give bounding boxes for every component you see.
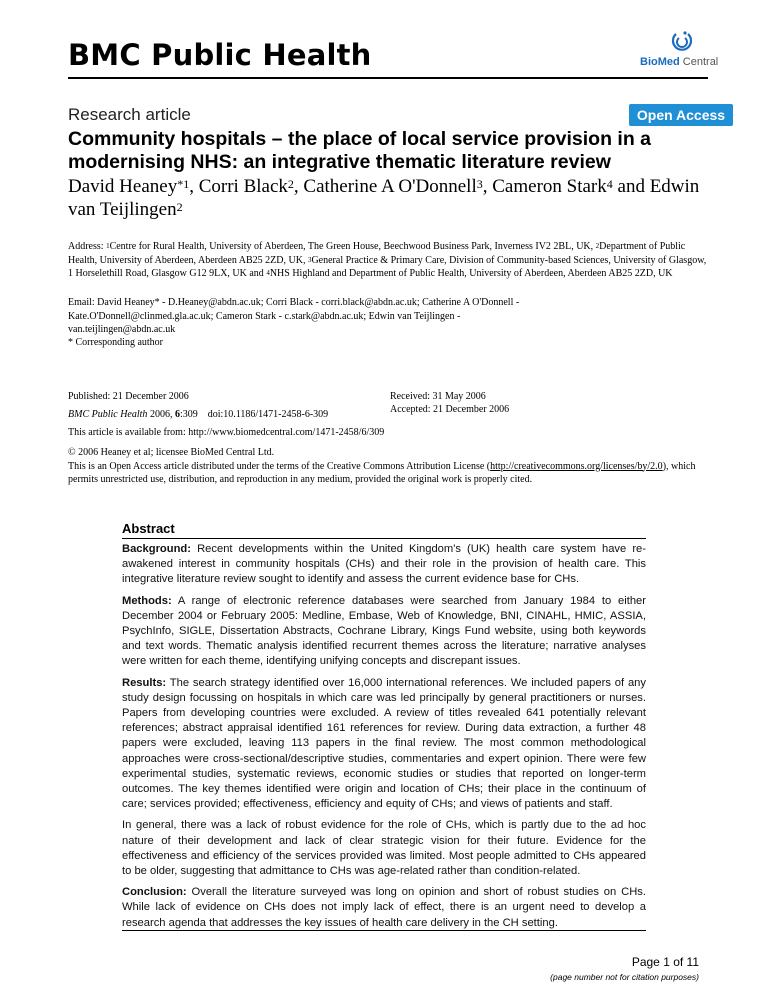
accepted-date: Accepted: 21 December 2006: [390, 404, 510, 415]
author-affiliation-mark: *1: [177, 177, 190, 191]
biomed-logo-icon: [670, 30, 694, 54]
abstract-general: In general, there was a lack of robust evidence for the role of CHs, which is partly due to the ad hoc nature of their development and lack of clear strategic vision for their future. Evidence for the effectiveness and efficiency of the services provided was limited. Most people admitted to CHs appeared to be older, suggesting that admittance to CHs was age-related rather than condition-related.: [122, 819, 646, 878]
journal-title: BMC Public Health: [68, 38, 372, 72]
abstract-results: Results: The search strategy identified over 16,000 international references. We included papers of any study design focussing on hospitals in which care was led principally by general practitioners or nurses. Papers from developing countries were excluded. A review of titles revealed 641 potentially relevant references; abstract appraisal identified 161 references for review. During data extraction, a further 48 papers were excluded, leaving 113 papers in the final review. The most common methodological approaches were cross-sectional/descriptive studies, commentaries and expert opinion. There were few experimental studies, systematic reviews, economic studies or studies that reported on longer-term outcomes. The key themes identified were origin and location of CHs; their place in the continuum of care; services provided; effectiveness, efficiency and equity of CHs; and views of patients and staff.: [122, 676, 646, 811]
author-affiliation-mark: 2: [176, 200, 183, 214]
license-link[interactable]: http://creativecommons.org/licenses/by/2.0: [490, 460, 663, 472]
author-affiliation-mark: 4: [606, 177, 613, 191]
author-name: Corri Black: [198, 176, 288, 197]
abstract-heading: Abstract: [122, 521, 175, 536]
doi: doi:10.1186/1471-2458-6-309: [207, 409, 329, 420]
open-access-badge[interactable]: Open Access: [629, 104, 733, 126]
abstract-methods: Methods: A range of electronic reference databases were searched from January 1984 to either December 2004 or February 2005: Medline, Embase, Web of Knowledge, BNI, CINAHL, HMIC, ASSIA, PsychInfo, SIGLE, Dissertation Abstracts, Cochrane Library, Kings Fund website, using both keywords and text words. Thematic analysis identified recurrent themes across the literature; narrative analyses were written for each theme, identifying unifying concepts and discrepant issues.: [122, 594, 646, 668]
page-number: Page 1 of 11: [631, 955, 699, 969]
abstract-background: Background: Recent developments within the United Kingdom's (UK) health care system have re-awakened interest in community hospitals (CHs) and their role in the provision of health care. This integrative literature review sought to identify and assess the current evidence base for CHs.: [122, 543, 646, 586]
abstract-body: [122, 542, 646, 937]
published-date: Published: 21 December 2006: [68, 391, 189, 402]
citation-line: BMC Public Health 2006, 6:309 doi:10.1186/1471-2458-6-309: [68, 409, 329, 420]
received-date: Received: 31 May 2006: [390, 391, 486, 402]
article-title: Community hospitals – the place of local service provision in a modernising NHS: an integrative thematic literature review: [68, 128, 651, 173]
page-number-note: (page number not for citation purposes): [550, 972, 699, 982]
biomed-wordmark: BioMed Central: [640, 56, 719, 68]
header-rule: [68, 77, 708, 79]
author-name: Edwin van Teijlingen: [68, 176, 700, 220]
article-type: Research article: [68, 105, 191, 124]
author-name: David Heaney: [68, 176, 178, 197]
article-url[interactable]: This article is available from: http://www.biomedcentral.com/1471-2458/6/309: [68, 427, 385, 438]
abstract-top-rule: [122, 538, 646, 539]
author-affiliation-mark: 3: [476, 177, 483, 191]
author-name: Cameron Stark: [492, 176, 607, 197]
author-name: Catherine A O'Donnell: [303, 176, 477, 197]
abstract-conclusion: Conclusion: Overall the literature surveyed was long on opinion and short of robust studies on CHs. While lack of evidence on CHs does not imply lack of effect, there is an urgent need to develop a research agenda that addresses the key issues of health care delivery in the CH setting.: [122, 886, 646, 929]
corresponding-author-note: * Corresponding author: [68, 337, 163, 348]
author-list: David Heaney$^{*1}$, Corri Black$^2$, Catherine A O'Donnell$^3$, Cameron Stark$^4$ and Edwin van Teijlingen$^2$: [68, 176, 700, 220]
author-affiliation-mark: 2: [287, 177, 294, 191]
author-addresses: Address: $^1$Centre for Rural Health, University of Aberdeen, The Green House, Beechwood Business Park, Inverness IV2 2BL, UK, $^2$Department of Public Health, University of Aberdeen, Aberdeen AB25 2ZD, UK, $^3$General Practice & Primary Care, Division of Community-based Sciences, University of Glasgow, 1 Horselethill Road, Glasgow G12 9LX, UK and $^4$NHS Highland and Department of Public Health, University of Aberdeen, Aberdeen AB25 2ZD, UK: [68, 241, 707, 279]
copyright-notice: © 2006 Heaney et al; licensee BioMed Central Ltd. This is an Open Access article distributed under the terms of the Creative Commons Attribution License (http://creativecommons.org/licenses/by/2.0), which permits unrestricted use, distribution, and reproduction in any medium, provided the original work is properly cited.: [68, 447, 696, 485]
author-emails[interactable]: Email: David Heaney* - D.Heaney@abdn.ac.uk; Corri Black - corri.black@abdn.ac.uk; Catherine A O'Donnell - Kate.O'Donnell@clinmed.gla.ac.uk; Cameron Stark - c.stark@abdn.ac.uk; Edwin van Teijlingen - van.teijlingen@abdn.ac.uk: [68, 297, 520, 335]
abstract-bottom-rule: [122, 930, 646, 931]
biomed-central-logo[interactable]: [640, 30, 719, 70]
